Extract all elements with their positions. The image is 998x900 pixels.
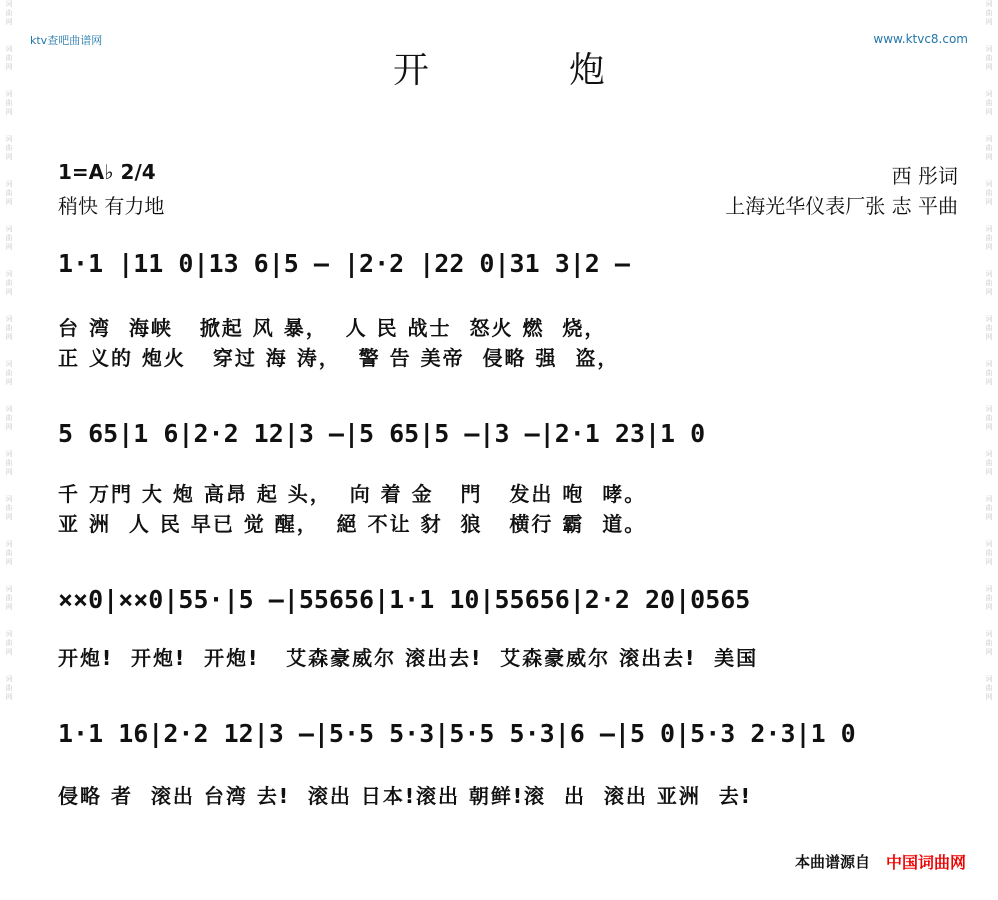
lyric-verse1-line1: 台 湾 海峡 掀起 风 暴， 人 民 战士 怒火 燃 烧， xyxy=(58,316,607,340)
source-site-right: www.ktvc8.com xyxy=(873,32,968,46)
lyric-verse2-line2: 亚 洲 人 民 早已 觉 醒， 絕 不让 豺 狼 横行 霸 道。 xyxy=(58,512,647,536)
watermark-strip-right: 词 曲 网 词 曲 网 词 曲 网 词 曲 网 词 曲 网 词 曲 网 词 曲 网 词 曲 网 词 曲 网 词 曲 网 词 曲 网 词 曲 网 词 曲 网 词 曲 网 词 曲 网 词 曲 网 xyxy=(985,0,993,701)
footer-brand: 中国词曲网 xyxy=(885,853,966,872)
lyricist-credit: 西 彤词 xyxy=(891,164,958,188)
composer-credit: 上海光华仪表厂张 志 平曲 xyxy=(725,194,958,218)
lyric-verse2-line1: 正 义的 炮火 穿过 海 涛， 警 告 美帝 侵略 强 盗， xyxy=(58,346,620,370)
notation-line-4 xyxy=(58,708,958,760)
notation-notes: 1·1 16|2·2 12|3 —|5·5 5·3|5·5 5·3|6 —|5 0|5·3 2·3|1 0 xyxy=(58,719,856,748)
notation-line-2 xyxy=(58,408,958,460)
notation-line-3 xyxy=(58,574,958,626)
lyric-verse1-line2: 千 万門 大 炮 高昂 起 头， 向 着 金 門 发出 咆 哮。 xyxy=(58,482,647,506)
footer-source-label: 本曲谱源自 xyxy=(794,853,870,871)
song-title: 开炮 xyxy=(392,50,745,91)
lyric-line4: 侵略 者 滚出 台湾 去! 滚出 日本!滚出 朝鲜!滚 出 滚出 亚洲 去! xyxy=(58,784,752,808)
notation-notes: 1·1 |11 0|13 6|5 — |2·2 |22 0|31 3|2 — xyxy=(58,249,630,278)
notation-line-1 xyxy=(58,238,958,290)
lyric-line3: 开炮! 开炮! 开炮! 艾森豪威尔 滚出去! 艾森豪威尔 滚出去! 美国 xyxy=(58,646,759,670)
source-site-left: ktv查吧曲谱网 xyxy=(30,34,103,47)
tempo-marking: 稍快 有力地 xyxy=(58,194,165,218)
key-signature: 1=A♭ 2/4 xyxy=(58,160,156,184)
notation-notes: 5 65|1 6|2·2 12|3 —|5 65|5 —|3 —|2·1 23|1 0 xyxy=(58,419,706,448)
notation-notes: ××0|××0|55·|5 —|55656|1·1 10|55656|2·2 20|0565 xyxy=(58,585,751,614)
watermark-strip-left: 词 曲 网 词 曲 网 词 曲 网 词 曲 网 词 曲 网 词 曲 网 词 曲 网 词 曲 网 词 曲 网 词 曲 网 词 曲 网 词 曲 网 词 曲 网 词 曲 网 词 曲 网 词 曲 网 xyxy=(5,0,13,701)
